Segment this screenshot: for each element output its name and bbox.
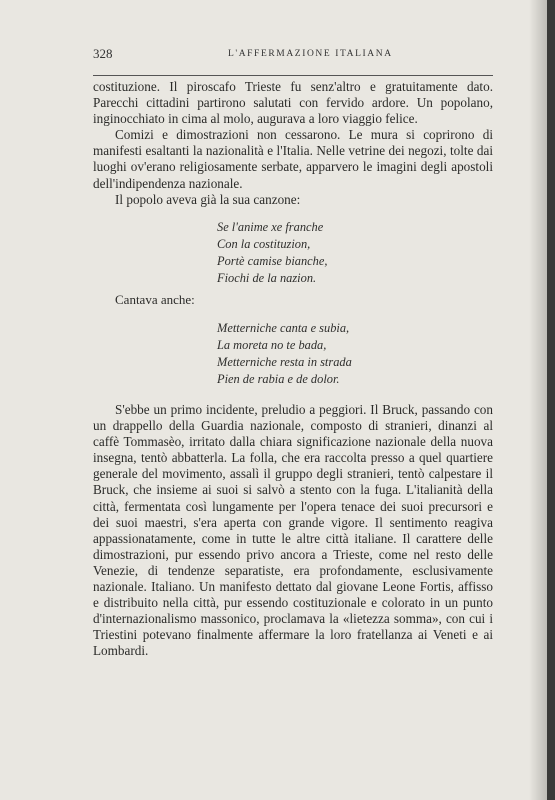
body-text-top [93, 79, 493, 208]
body-text-bottom [93, 402, 493, 660]
verse-line: Se l'anime xe franche [217, 220, 324, 234]
header-rule [93, 75, 493, 76]
verse-line: Portè camise bianche, [217, 253, 328, 268]
verse-line: Metterniche canta e subia, [217, 321, 350, 335]
verse-line: La moreta no te bada, [217, 337, 327, 352]
paragraph-1: costituzione. Il piroscafo Trieste fu senz'altro e gratuitamente dato. Parecchi cittadini partirono salutati con fervido ardore. Un popolano, inginocchiato in cima al molo, augurava a loro viaggio felice. [93, 79, 493, 127]
page-number: 328 [93, 46, 113, 61]
paragraph-2: Comizi e dimostrazioni non cessarono. Le mura si coprirono di manifesti esaltanti la nazionalità e l'Italia. Nelle vetrine dei negozi, tolte dai luoghi ov'erano religiosamente serbate, apparvero le imagini degli apostoli dell'indipendenza nazionale. [93, 127, 493, 191]
paragraph-3: Il popolo aveva già la sua canzone: [115, 191, 301, 207]
verse-line: Fiochi de la nazion. [217, 270, 317, 285]
song-verse-2 [217, 320, 352, 388]
cantava-line: Cantava anche: [115, 292, 195, 307]
page-header [93, 46, 493, 64]
song-verse-1 [217, 219, 327, 287]
verse-line: Pien de rabia e de dolor. [217, 371, 340, 386]
verse-line: Con la costituzion, [217, 236, 311, 251]
page-edge-shadow [529, 0, 547, 800]
running-head: L'AFFERMAZIONE ITALIANA [228, 49, 393, 59]
verse-line: Metterniche resta in strada [217, 354, 352, 369]
paragraph-4: S'ebbe un primo incidente, preludio a peggiori. Il Bruck, passando con un drappello della Guardia nazionale, composto di stranieri, dinanzi al caffè Tommasèo, irritato dalla chiara significazione nazionale della nuova insegna, tentò abbatterla. La folla, che era raccolta presso a quel quartiere generale del movimento, assalì il gruppo degli stranieri, tentò calpestare il Bruck, che insieme ai suoi si salvò a stento con la fuga. L'italianità della città, fermentata così lungamente per l'opera tenace dei suoi precursori e dei suoi maestri, s'era aperta con grande vigore. Il sentimento reagiva appassionatamente, come in tutte le altre città italiane. Il carattere delle dimostrazioni, pur essendo privo ancora a Trieste, come nel resto delle Venezie, di tendenze separatiste, era profondamente, esclusivamente nazionale. Italiano. Un manifesto dettato dal giovane Leone Fortis, affisso e distribuito nella città, pur essendo costituzionale e colorato in un punto d'internazionalismo massonico, proclamava la «lietezza somma», con cui i Triestini potevano finalmente affermare la loro fratellanza ai Veneti e ai Lombardi. [93, 402, 493, 659]
